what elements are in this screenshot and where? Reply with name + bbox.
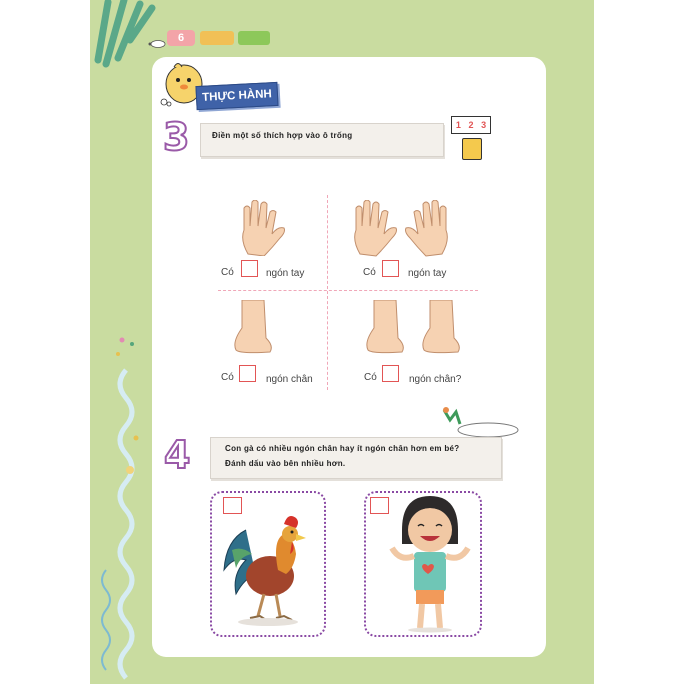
item4-answer-box[interactable] (382, 365, 399, 382)
exercise3-instruction-strip (200, 123, 444, 157)
item4-prefix: Có (364, 372, 377, 383)
train-engine-icon (144, 38, 166, 48)
number-sign (451, 116, 491, 134)
rooster-icon (218, 510, 318, 628)
section-title-banner: THỰC HÀNH (195, 82, 278, 110)
item1-answer-box[interactable] (241, 260, 258, 277)
wavy-line-decoration (96, 330, 156, 684)
two-hands-icon (342, 200, 462, 258)
exercise4-instruction-line1: Con gà có nhiều ngón chân hay ít ngón chân hơn em bé? (225, 444, 460, 453)
exercise3-instruction: Điền một số thích hợp vào ô trống (212, 131, 353, 140)
girl-icon (380, 494, 478, 634)
item3-answer-box[interactable] (239, 365, 256, 382)
sign-digit: 2 (468, 120, 474, 130)
train-car-yellow-icon (200, 31, 234, 45)
item2-answer-box[interactable] (382, 260, 399, 277)
item2-prefix: Có (363, 267, 376, 278)
train-car-green-icon (238, 31, 270, 45)
grid-divider-vertical (327, 195, 328, 390)
one-foot-icon (230, 300, 276, 356)
exercise4-number: 4 (164, 433, 191, 477)
exercise3-number: 3 (163, 115, 190, 159)
item4-suffix: ngón chân? (409, 374, 462, 385)
item3-suffix: ngón chân (266, 374, 313, 385)
exercise4-instruction-line2: Đánh dấu vào bên nhiều hơn. (225, 459, 346, 468)
grid-divider-horizontal (218, 290, 478, 291)
item1-suffix: ngón tay (266, 268, 305, 279)
two-feet-icon (362, 300, 462, 356)
sign-holder-icon (462, 138, 482, 160)
one-hand-icon (230, 200, 292, 256)
sign-digit: 1 (455, 120, 461, 130)
page-number: 6 (167, 30, 195, 46)
item2-suffix: ngón tay (408, 268, 447, 279)
item3-prefix: Có (221, 372, 234, 383)
item1-prefix: Có (221, 267, 234, 278)
sign-digit: 3 (481, 120, 487, 130)
